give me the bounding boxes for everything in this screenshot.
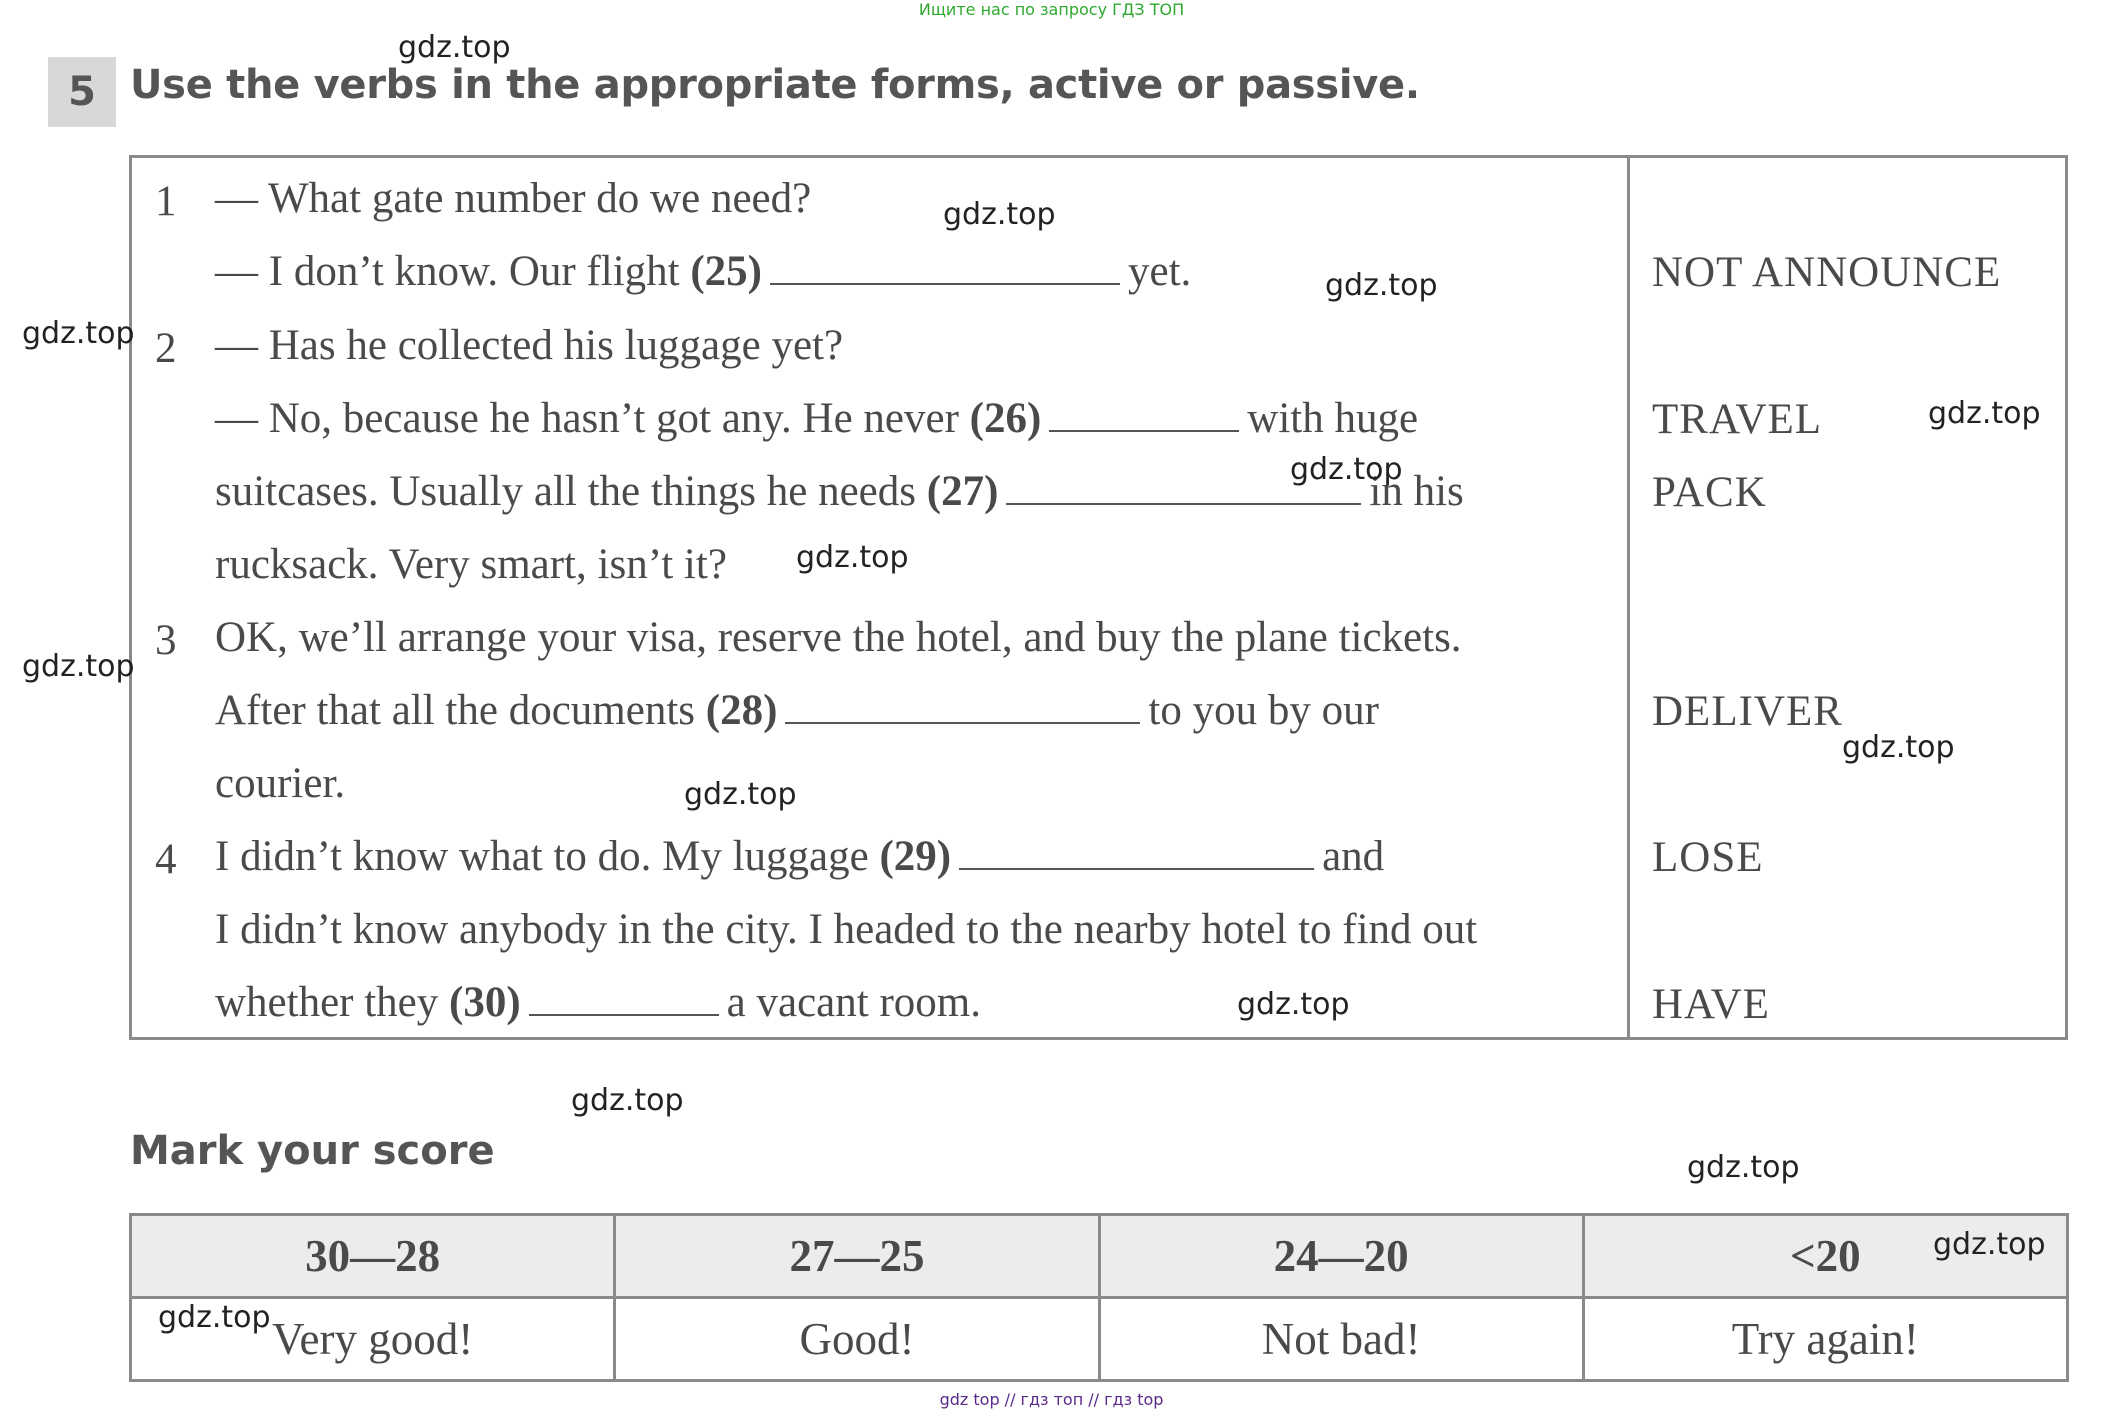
score-table xyxy=(129,1213,2069,1382)
item-2-line-1: — Has he collected his luggage yet? xyxy=(215,322,844,369)
watermark: gdz.top xyxy=(1290,452,1403,487)
gap-29-label: (29) xyxy=(879,833,952,880)
item-number-1: 1 xyxy=(155,178,177,225)
top-banner[interactable]: Ищите нас по запросу ГДЗ ТОП xyxy=(918,0,1185,19)
verb-have: HAVE xyxy=(1652,981,1770,1028)
score-title: Mark your score xyxy=(130,1128,495,1174)
answer-blank-25[interactable] xyxy=(770,282,1120,285)
gap-26-label: (26) xyxy=(969,395,1042,442)
watermark: gdz.top xyxy=(398,30,511,65)
watermark: gdz.top xyxy=(943,197,1056,232)
item-2-line-2: — No, because he hasn’t got any. He never (26) with huge xyxy=(215,395,1419,442)
answer-blank-28[interactable] xyxy=(785,721,1140,724)
item-3-line-1: OK, we’ll arrange your visa, reserve the hotel, and buy the plane tickets. xyxy=(215,614,1462,661)
score-range-cell: 27—25 xyxy=(615,1215,1099,1298)
gap-30-label: (30) xyxy=(449,979,521,1026)
gap-27-label: (27) xyxy=(926,468,999,515)
verb-pack: PACK xyxy=(1652,469,1767,516)
item-number-3: 3 xyxy=(155,617,177,664)
watermark: gdz.top xyxy=(1842,730,1955,765)
answer-blank-27[interactable] xyxy=(1006,502,1361,505)
watermark: gdz.top xyxy=(22,316,135,351)
item-4-line-3: whether they (30) a vacant room. xyxy=(215,979,981,1026)
item-number-4: 4 xyxy=(155,836,177,883)
item-4-line-1: I didn’t know what to do. My luggage (29) and xyxy=(215,833,1385,880)
item-number-2: 2 xyxy=(155,325,177,372)
watermark: gdz.top xyxy=(1237,987,1350,1022)
item-1-line-2: — I don’t know. Our flight (25) yet. xyxy=(215,248,1192,295)
exercise-number: 5 xyxy=(48,57,116,127)
exercise-title: Use the verbs in the appropriate forms, active or passive. xyxy=(130,62,1420,108)
score-label-cell: Very good! xyxy=(131,1298,615,1381)
item-2-line-3: suitcases. Usually all the things he needs (27) in his xyxy=(215,468,1464,515)
verb-not-announce: NOT ANNOUNCE xyxy=(1652,249,2002,296)
score-range-cell: 24—20 xyxy=(1099,1215,1583,1298)
score-label-cell: Try again! xyxy=(1583,1298,2067,1381)
verb-lose: LOSE xyxy=(1652,834,1764,881)
answer-blank-30[interactable] xyxy=(529,1013,719,1016)
score-label-cell: Good! xyxy=(615,1298,1099,1381)
watermark: gdz.top xyxy=(22,649,135,684)
item-1-line-1: — What gate number do we need? xyxy=(215,175,812,222)
watermark: gdz.top xyxy=(1687,1150,1800,1185)
verb-deliver: DELIVER xyxy=(1652,688,1843,735)
verb-travel: TRAVEL xyxy=(1652,396,1823,443)
answer-blank-29[interactable] xyxy=(959,867,1314,870)
watermark: gdz.top xyxy=(1325,268,1438,303)
score-range-cell: 30—28 xyxy=(131,1215,615,1298)
watermark: gdz.top xyxy=(158,1300,271,1335)
item-3-line-3: courier. xyxy=(215,760,346,807)
item-3-line-2: After that all the documents (28) to you by our xyxy=(215,687,1379,734)
score-label-row xyxy=(131,1298,2068,1381)
gap-25-label: (25) xyxy=(690,248,762,295)
score-range-cell: <20 xyxy=(1583,1215,2067,1298)
watermark: gdz.top xyxy=(684,777,797,812)
watermark: gdz.top xyxy=(1928,396,2041,431)
watermark: gdz.top xyxy=(1933,1227,2046,1262)
score-range-row xyxy=(131,1215,2068,1298)
column-divider xyxy=(1627,155,1630,1040)
item-4-line-2: I didn’t know anybody in the city. I headed to the nearby hotel to find out xyxy=(215,906,1478,953)
bottom-links[interactable]: gdz top // гдз топ // гдз top xyxy=(939,1390,1164,1409)
item-2-line-4: rucksack. Very smart, isn’t it? xyxy=(215,541,727,588)
watermark: gdz.top xyxy=(796,540,909,575)
score-label-cell: Not bad! xyxy=(1099,1298,1583,1381)
answer-blank-26[interactable] xyxy=(1049,429,1239,432)
gap-28-label: (28) xyxy=(705,687,778,734)
watermark: gdz.top xyxy=(571,1083,684,1118)
